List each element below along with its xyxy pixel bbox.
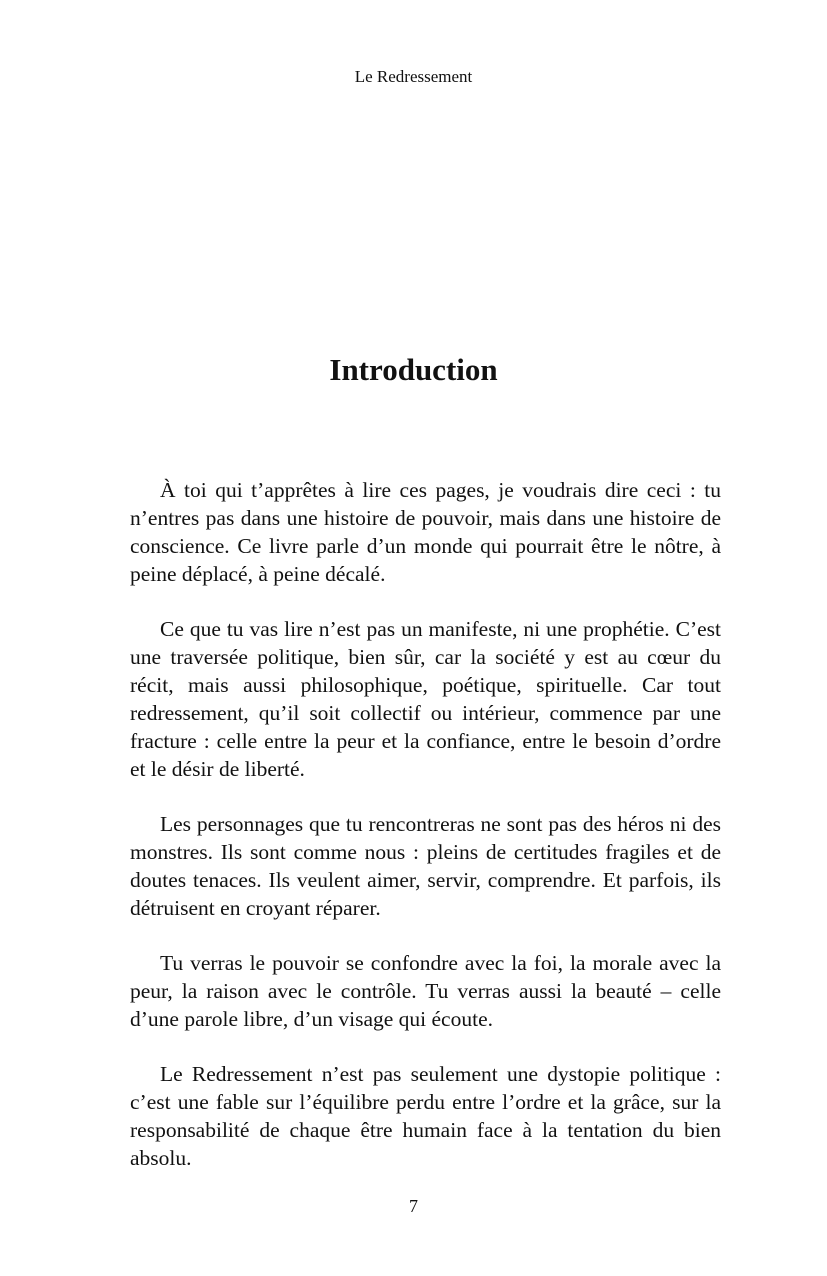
- paragraph: À toi qui t’apprêtes à lire ces pages, je voudrais dire ceci : tu n’entres pas dans une histoire de pouvoir, mais dans une histoire de conscience. Ce livre parle d’un monde qui pourrait être le nôtre, à peine déplacé, à peine décalé.: [130, 478, 721, 586]
- paragraph: Tu verras le pouvoir se confondre avec la foi, la morale avec la peur, la raison avec le contrôle. Tu verras aussi la beauté – celle d’une parole libre, d’un visage qui écoute.: [130, 951, 721, 1031]
- paragraph: Le Redressement n’est pas seulement une dystopie politique : c’est une fable sur l’équilibre perdu entre l’ordre et la grâce, sur la responsabilité de chaque être humain face à la tentation du bien absolu.: [130, 1062, 721, 1170]
- running-header: Le Redressement: [354, 67, 473, 86]
- body-text: [130, 476, 721, 1199]
- chapter-title: Introduction: [329, 352, 498, 387]
- paragraph: Les personnages que tu rencontreras ne sont pas des héros ni des monstres. Ils sont comme nous : pleins de certitudes fragiles et de doutes tenaces. Ils veulent aimer, servir, comprendre. Et parfois, ils détruisent en croyant réparer.: [130, 812, 721, 920]
- paragraph: Ce que tu vas lire n’est pas un manifeste, ni une prophétie. C’est une traversée politique, bien sûr, car la société y est au cœur du récit, mais aussi philosophique, poétique, spirituelle. Car tout redressement, qu’il soit collectif ou intérieur, commence par une fracture : celle entre la peur et la confiance, entre le besoin d’ordre et le désir de liberté.: [130, 617, 721, 781]
- page-number: 7: [409, 1196, 418, 1216]
